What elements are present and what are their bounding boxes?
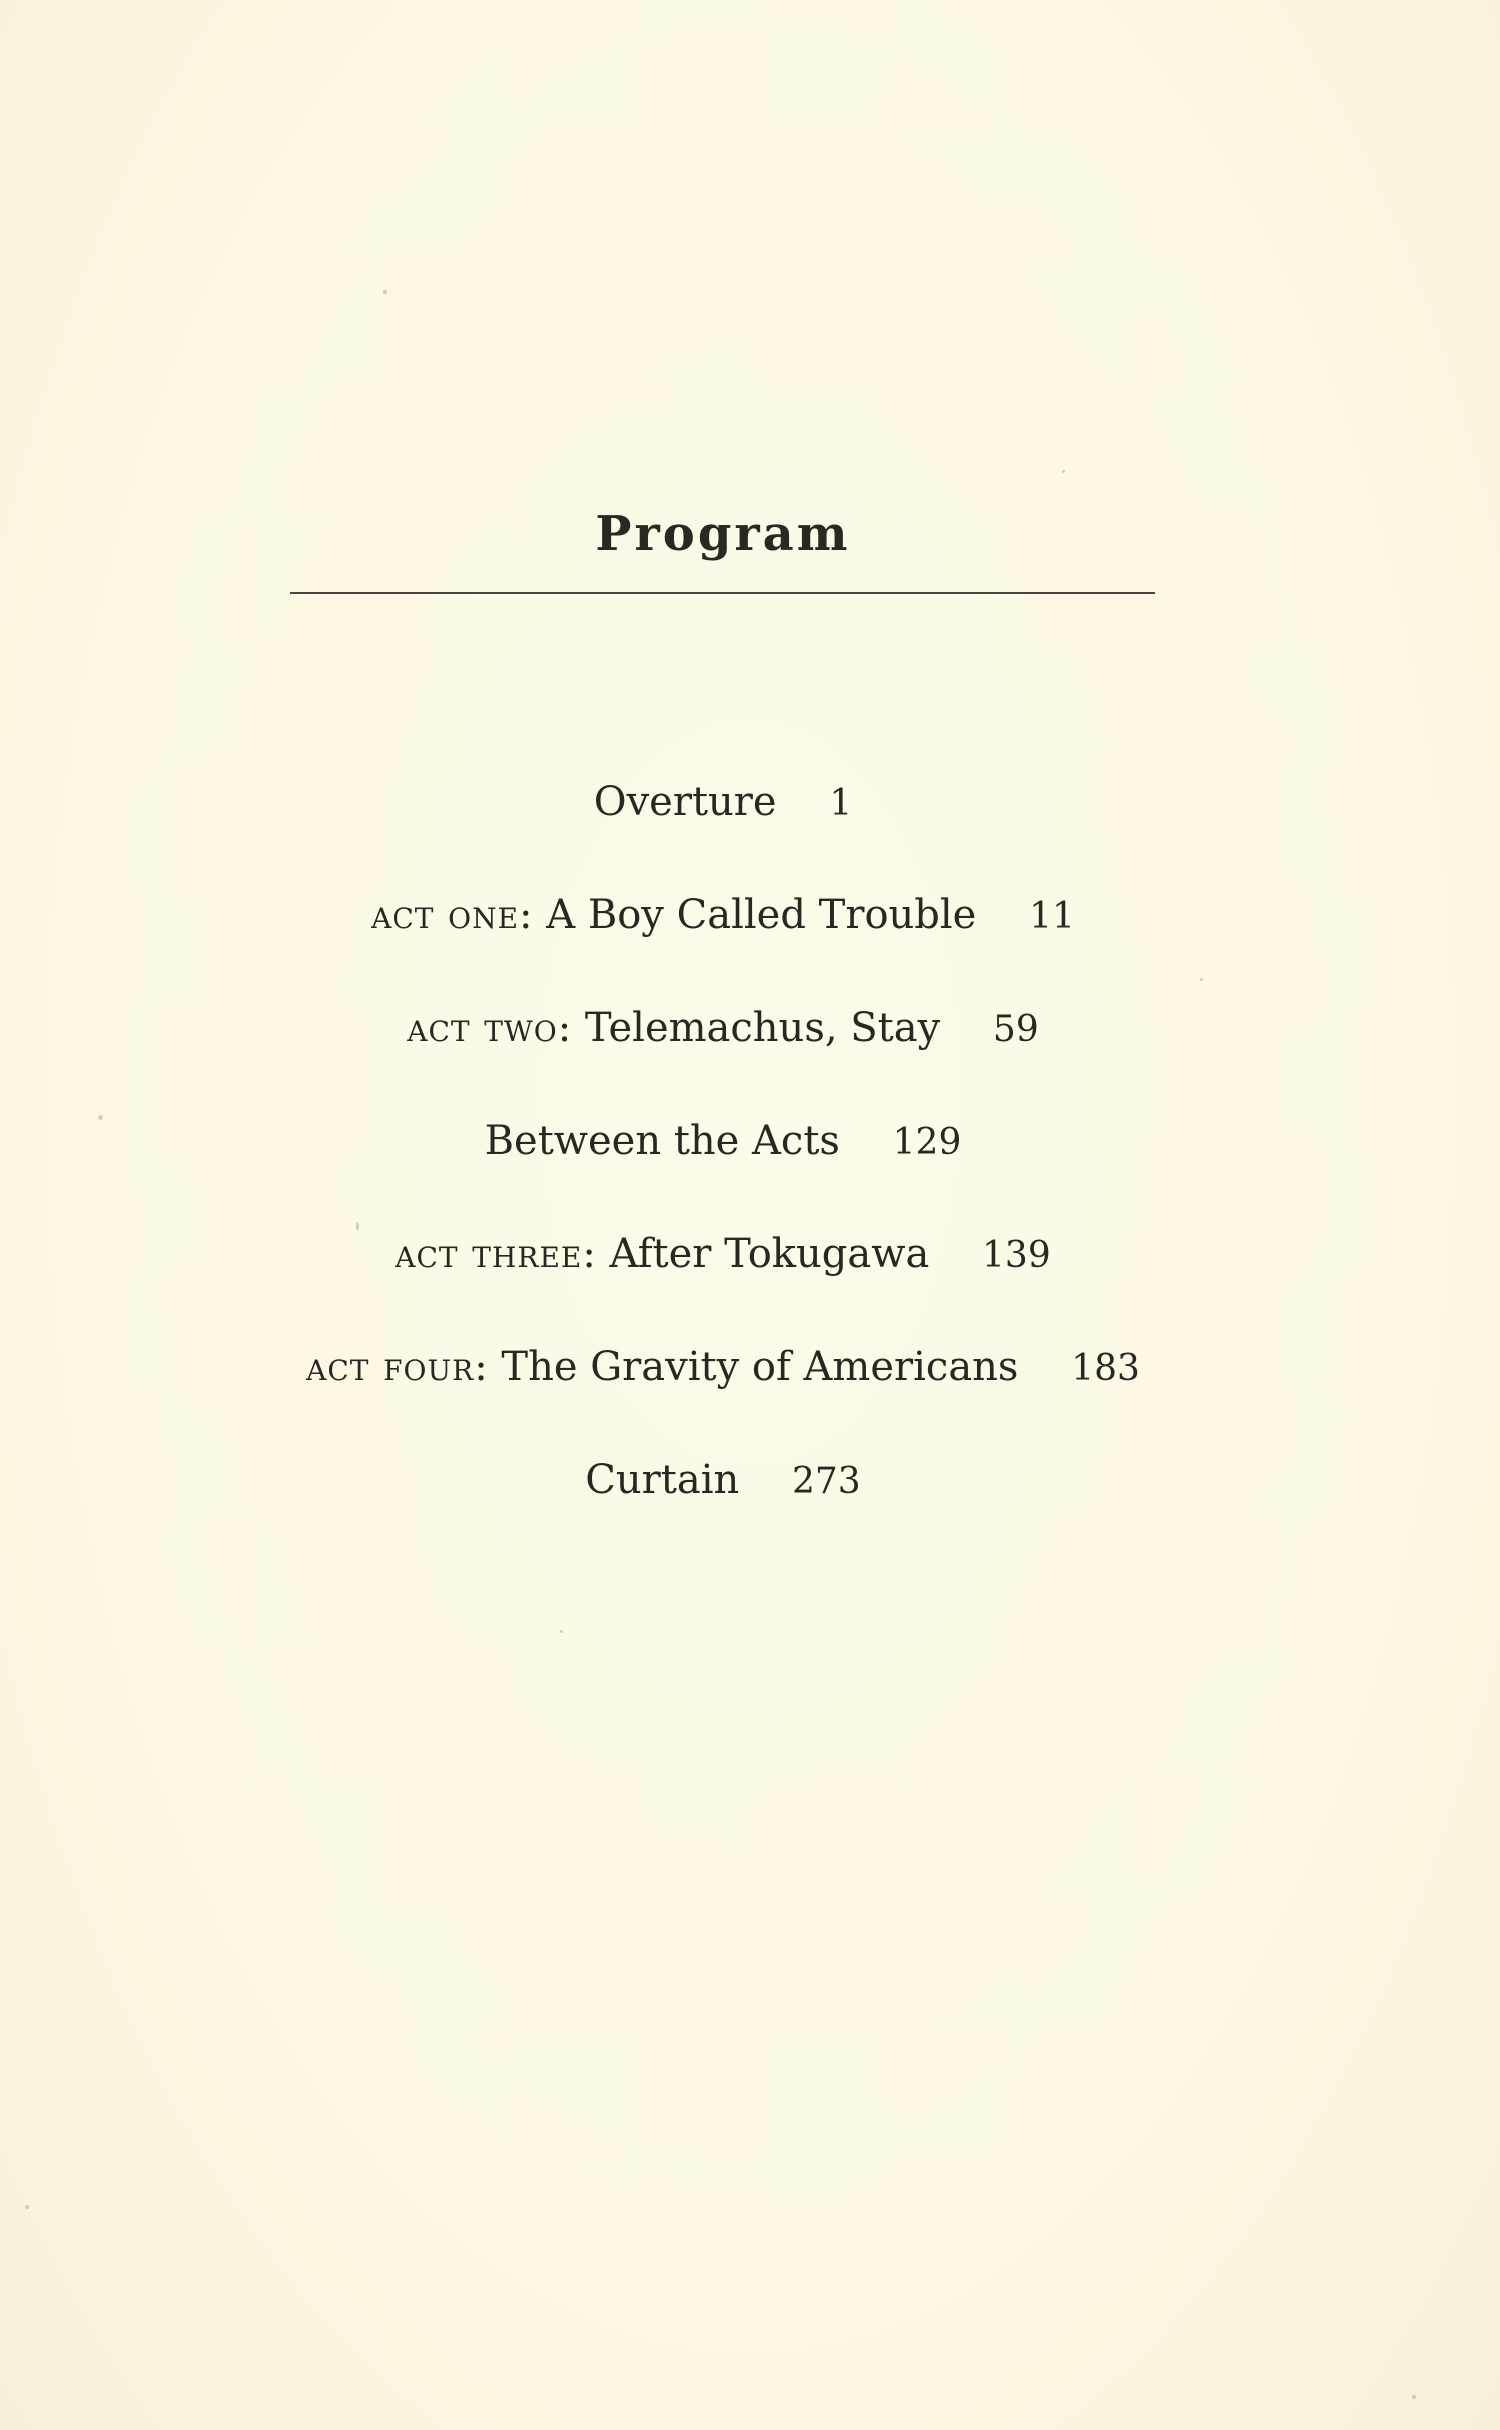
toc-entry-curtain[interactable] xyxy=(0,1450,1446,1563)
toc-act-label: act four: xyxy=(306,1344,489,1390)
toc-entry-act-three[interactable] xyxy=(0,1224,1446,1337)
page-title: Program xyxy=(595,506,851,562)
toc-act-label: act three: xyxy=(395,1231,597,1277)
toc-entry-act-four[interactable] xyxy=(0,1337,1446,1450)
paper-speck xyxy=(25,2205,29,2209)
toc-act-label: act one: xyxy=(371,892,534,938)
toc-page-number: 139 xyxy=(982,1235,1051,1276)
toc-page-number: 11 xyxy=(1029,896,1075,937)
paper-speck xyxy=(383,290,387,294)
toc-entry-act-one[interactable] xyxy=(0,885,1446,998)
toc-entry-title: A Boy Called Trouble xyxy=(546,892,977,938)
toc-entry-title: Curtain xyxy=(585,1457,740,1503)
toc-entry-title: The Gravity of Americans xyxy=(501,1344,1019,1390)
toc-entry-between-the-acts[interactable] xyxy=(0,1111,1446,1224)
toc-entry-act-two[interactable] xyxy=(0,998,1446,1111)
toc-entry-title: After Tokugawa xyxy=(609,1231,930,1277)
toc-entry-title: Between the Acts xyxy=(484,1118,840,1164)
toc-page-number: 129 xyxy=(892,1122,962,1163)
paper-speck xyxy=(1062,470,1065,473)
toc-page-number: 183 xyxy=(1071,1348,1140,1389)
paper-speck xyxy=(560,1630,563,1633)
toc-entry-overture[interactable] xyxy=(0,772,1446,885)
toc-entry-title: Telemachus, Stay xyxy=(584,1005,941,1051)
toc-page-number: 1 xyxy=(829,783,853,824)
table-of-contents xyxy=(0,772,1446,1563)
toc-entry-title: Overture xyxy=(593,779,777,825)
paper-speck xyxy=(1412,2395,1416,2399)
toc-page-number: 273 xyxy=(791,1461,861,1502)
toc-page-number: 59 xyxy=(992,1009,1039,1050)
title-rule xyxy=(290,592,1155,594)
toc-act-label: act two: xyxy=(407,1005,573,1051)
